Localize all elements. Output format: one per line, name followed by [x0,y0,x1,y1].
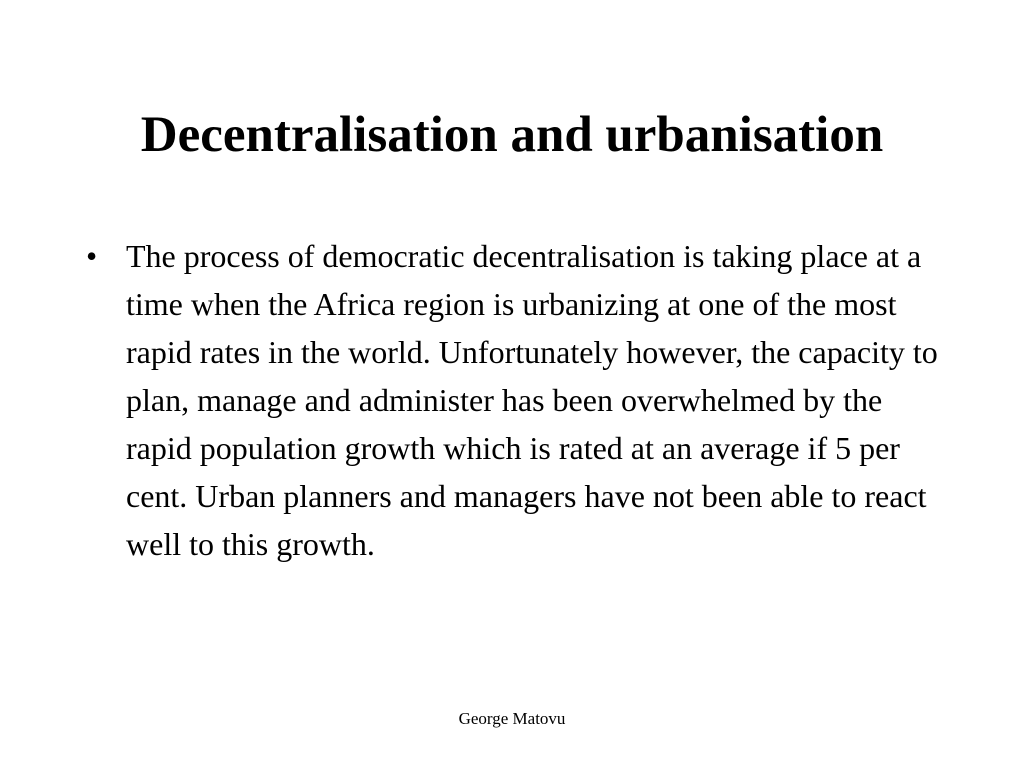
bullet-list [86,232,946,568]
bullet-marker: • [86,238,98,274]
footer-author: George Matovu [458,709,566,728]
bullet-text: The process of democratic decentralisation is taking place at a time when the Africa region is urbanizing at one of the most rapid rates in the world. Unfortunately however, the capacity to plan, manage and administer has been overwhelmed by the rapid population growth which is rated at an average if 5 per cent. Urban planners and managers have not been able to react well to this growth. [126,238,938,562]
bullet-item [86,232,946,568]
slide-title: Decentralisation and urbanisation [140,107,884,163]
